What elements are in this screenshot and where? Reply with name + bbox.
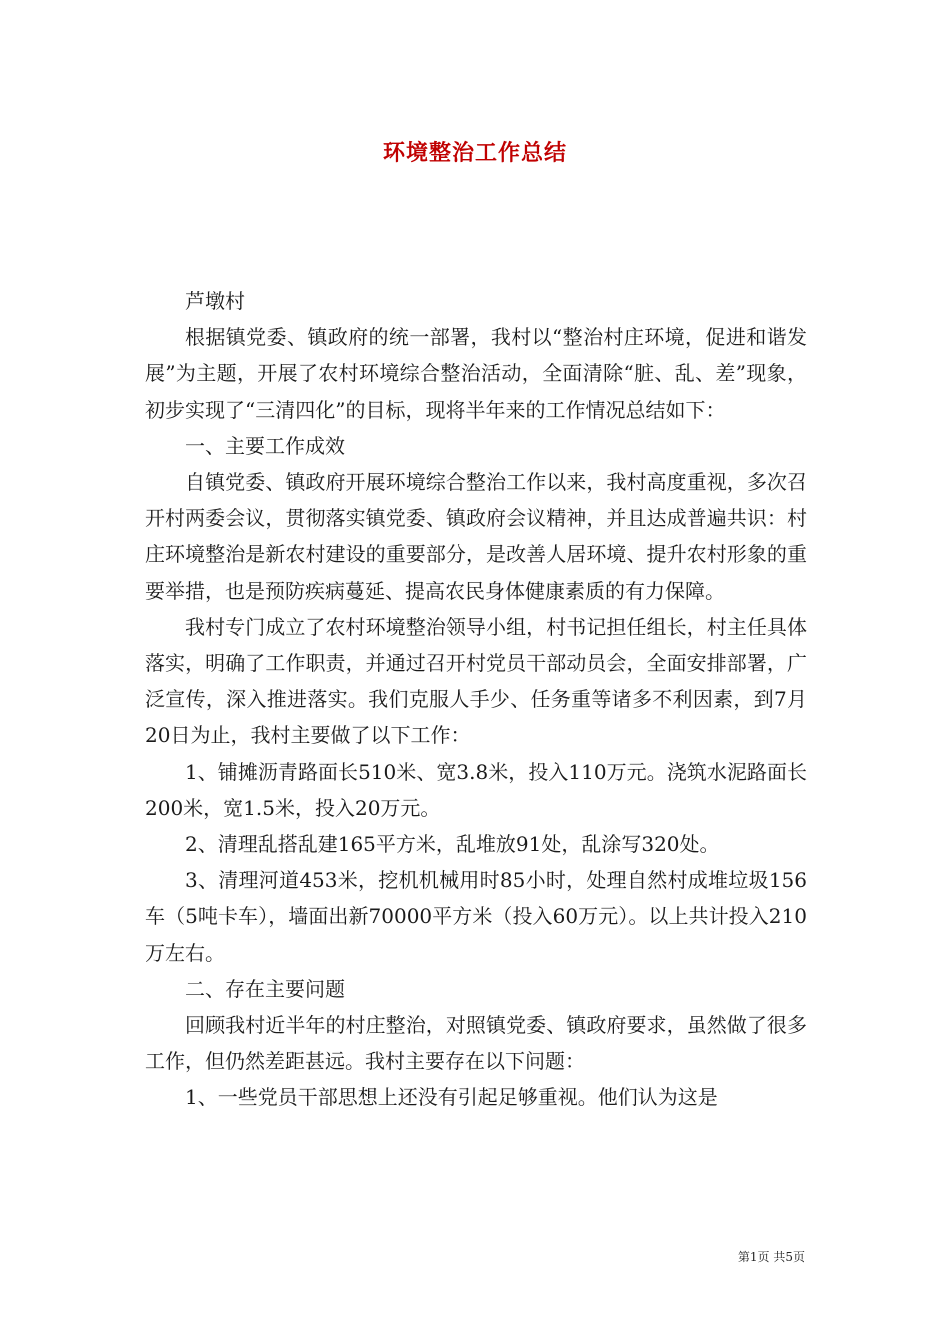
paragraph-intro: 根据镇党委、镇政府的统一部署，我村以“整治村庄环境，促进和谐发展”为主题，开展了农村环境综合整治活动，全面清除“脏、乱、差”现象，初步实现了“三清四化”的目标，现将半年来的工作情况总结如下： (145, 325, 807, 422)
list-item-river-cleaning: 3、清理河道453米，挖机机械用时85小时，处理自然村成堆垃圾156车（5吨卡车），墙面出新70000平方米（投入60万元）。以上共计投入210万左右。 (145, 868, 807, 965)
document-title: 环境整治工作总结 (382, 140, 567, 166)
page-number-footer: 第1页 共5页 (737, 1250, 805, 1264)
section-heading-problems: 二、存在主要问题 (185, 976, 345, 1001)
paragraph-leadership-group: 我村专门成立了农村环境整治领导小组，村书记担任组长，村主任具体落实，明确了工作职责，并通过召开村党员干部动员会，全面安排部署，广泛宣传，深入推进落实。我们克服人手少、任务重等诸多不利因素，到7月20日为止，我村主要做了以下工作： (145, 614, 807, 748)
list-item-clearance: 2、清理乱搭乱建165平方米，乱堆放91处，乱涂写320处。 (185, 832, 720, 857)
paragraph-village-name: 芦墩村 (185, 289, 245, 313)
document-body (145, 283, 807, 1116)
list-item-problem-1: 1、一些党员干部思想上还没有引起足够重视。他们认为这是 (185, 1085, 718, 1110)
paragraph-achievements-overview: 自镇党委、镇政府开展环境综合整治工作以来，我村高度重视，多次召开村两委会议，贯彻落实镇党委、镇政府会议精神，并且达成普遍共识：村庄环境整治是新农村建设的重要部分，是改善人居环境、提升农村形象的重要举措，也是预防疾病蔓延、提高农民身体健康素质的有力保障。 (145, 470, 807, 603)
paragraph-problems-overview: 回顾我村近半年的村庄整治，对照镇党委、镇政府要求，虽然做了很多工作，但仍然差距甚远。我村主要存在以下问题： (145, 1013, 807, 1074)
list-item-road-paving: 1、铺摊沥青路面长510米、宽3.8米，投入110万元。浇筑水泥路面长200米，宽1.5米，投入20万元。 (145, 759, 807, 820)
section-heading-achievements: 一、主要工作成效 (185, 433, 345, 458)
